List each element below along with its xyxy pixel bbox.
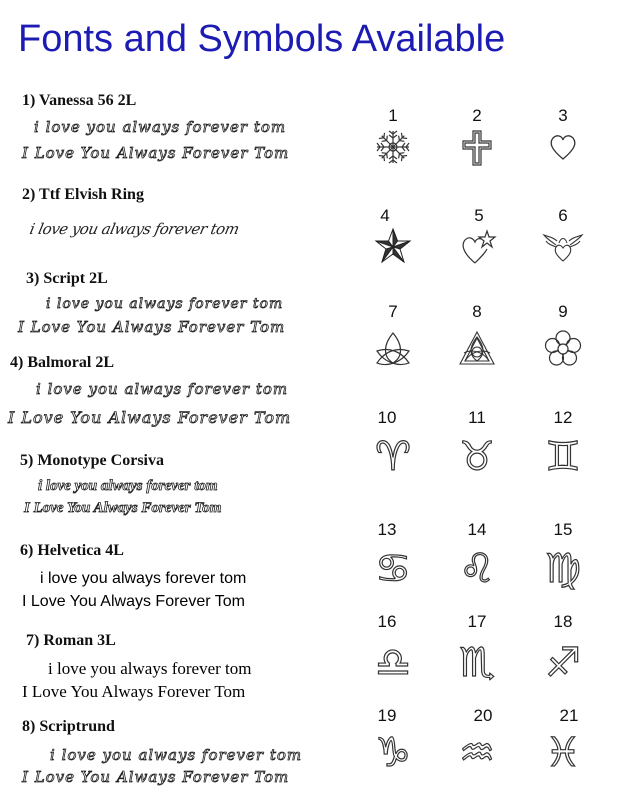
font-sample-line: i love you always forever tom (28, 220, 241, 238)
font-sample-line: i love you always forever tom (38, 478, 218, 494)
winged-heart-icon (538, 222, 588, 272)
cross-icon (452, 122, 502, 172)
symbol-number: 16 (377, 612, 397, 631)
leo-icon: ♌︎ (459, 546, 495, 592)
scorpio-icon: ♏︎ (459, 640, 495, 686)
font-sample-line: i love you always forever tom (36, 380, 289, 398)
font-sample-line: I Love You Always Forever Tom (18, 318, 286, 336)
symbol-number: 21 (559, 706, 579, 725)
symbol-number: 3 (558, 106, 568, 125)
symbol-number: 1 (388, 106, 398, 125)
symbol-number: 4 (380, 206, 390, 225)
font-name-helvetica: 6) Helvetica 4L (20, 542, 124, 559)
symbol-number: 19 (377, 706, 397, 725)
symbol-number: 9 (558, 302, 568, 321)
font-sample-line: i love you always forever tom (48, 659, 252, 678)
font-sample-line: I Love You Always Forever Tom (22, 768, 290, 786)
symbol-number: 10 (377, 408, 397, 427)
aries-icon: ♈︎ (375, 434, 411, 480)
virgo-icon: ♍︎ (545, 546, 581, 592)
font-sample-line: I Love You Always Forever Tom (24, 500, 222, 516)
symbol-number: 20 (473, 706, 493, 725)
pisces-icon: ♓︎ (545, 730, 581, 776)
symbol-number: 5 (474, 206, 484, 225)
gemini-icon: ♊︎ (545, 434, 581, 480)
font-sample-line: I Love You Always Forever Tom (8, 408, 292, 427)
font-sample-line: I Love You Always Forever Tom (22, 144, 290, 162)
font-name-script: 3) Script 2L (26, 270, 108, 287)
aquarius-icon: ♒︎ (459, 730, 495, 776)
symbol-number: 15 (553, 520, 573, 539)
cancer-icon: ♋︎ (375, 546, 411, 592)
triquetra-icon (368, 324, 418, 374)
symbol-number: 18 (553, 612, 573, 631)
symbol-number: 11 (468, 408, 486, 427)
taurus-icon: ♉︎ (459, 434, 495, 480)
page-title: Fonts and Symbols Available (18, 18, 506, 60)
font-name-elvish: 2) Ttf Elvish Ring (22, 186, 144, 203)
font-sample-line: i love you always forever tom (40, 570, 247, 587)
font-name-balmoral: 4) Balmoral 2L (10, 354, 114, 371)
font-sample-line: I Love You Always Forever Tom (22, 593, 245, 610)
symbol-number: 6 (558, 206, 568, 225)
font-sample-line: i love you always forever tom (46, 296, 284, 312)
snowflake-icon (368, 122, 418, 172)
capricorn-icon: ♑︎ (375, 730, 411, 776)
symbol-number: 7 (388, 302, 398, 321)
font-sample-line: I Love You Always Forever Tom (22, 682, 246, 701)
font-name-vanessa: 1) Vanessa 56 2L (22, 92, 137, 109)
symbol-number: 14 (467, 520, 487, 539)
symbol-number: 2 (472, 106, 482, 125)
celtic-triangle-icon (452, 324, 502, 374)
font-name-roman: 7) Roman 3L (26, 632, 116, 649)
font-name-monotype-corsiva: 5) Monotype Corsiva (20, 452, 164, 469)
libra-icon: ♎︎ (375, 640, 411, 686)
symbol-number: 12 (553, 408, 573, 427)
nautical-star-icon (368, 222, 418, 272)
font-sample-line: i love you always forever tom (50, 746, 303, 764)
heart-icon (538, 122, 588, 172)
symbol-number: 8 (472, 302, 482, 321)
flower-icon (538, 324, 588, 374)
symbol-number: 13 (377, 520, 397, 539)
symbol-number: 17 (467, 612, 487, 631)
font-name-scriptrund: 8) Scriptrund (22, 718, 115, 735)
sagittarius-icon: ♐︎ (545, 640, 581, 686)
font-sample-line: i love you always forever tom (34, 118, 287, 136)
heart-star-icon (452, 222, 502, 272)
